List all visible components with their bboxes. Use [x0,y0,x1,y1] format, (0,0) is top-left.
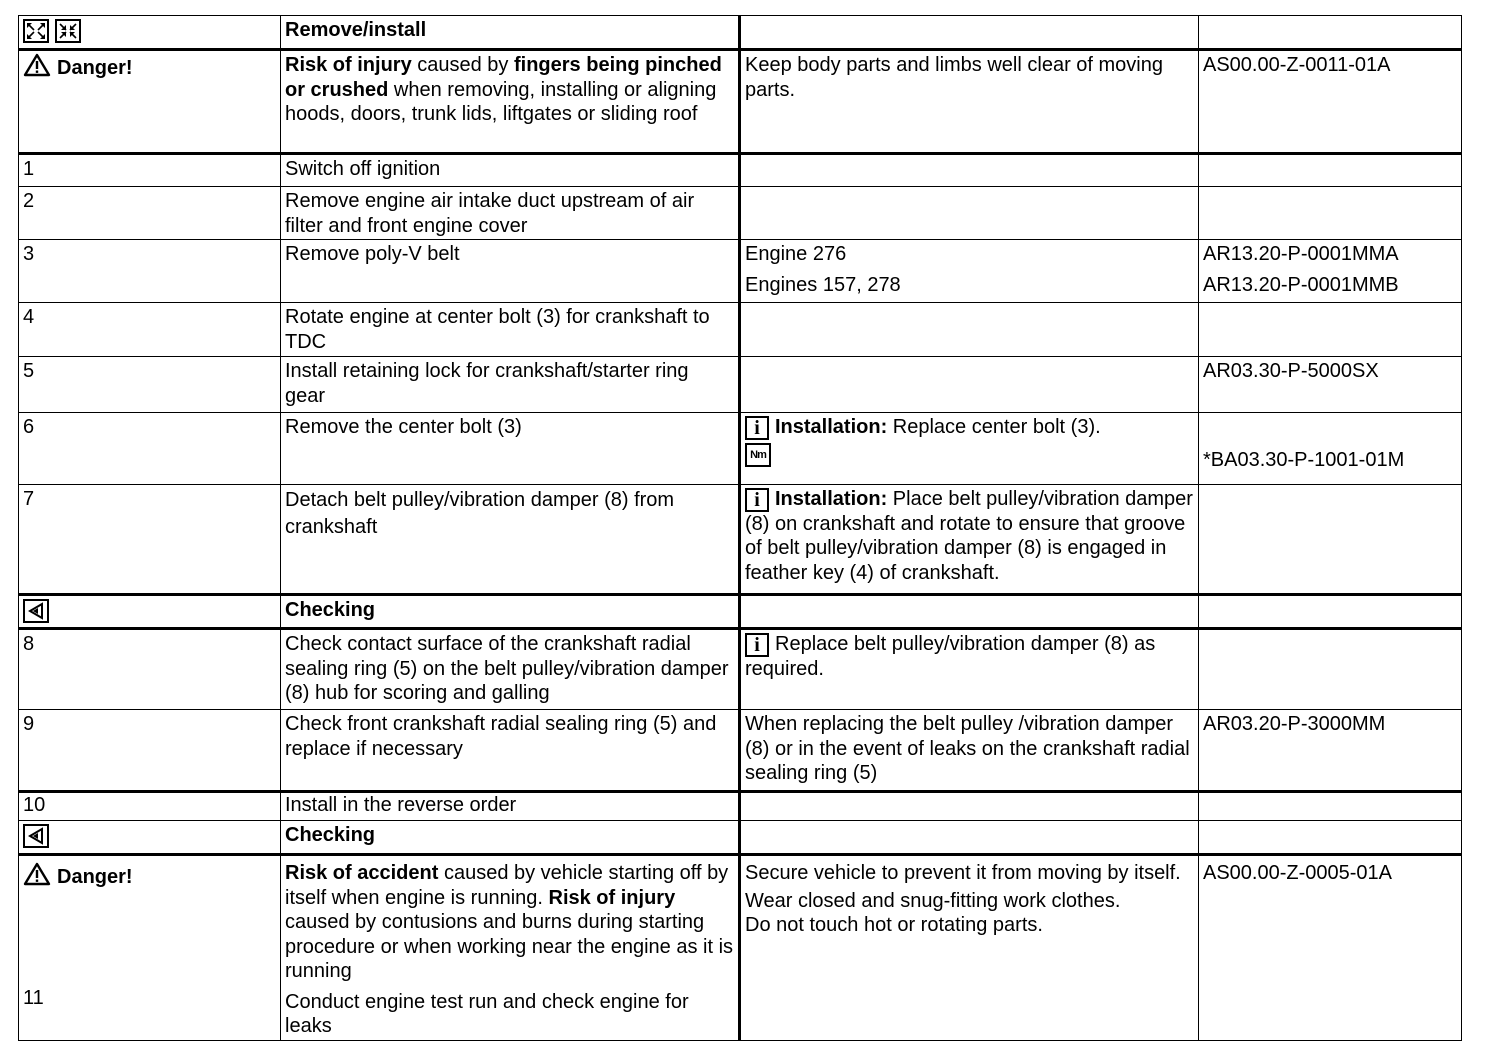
step-text: Check front crankshaft radial sealing ring (5) and replace if necessary [281,710,740,792]
step-text: Rotate engine at center bolt (3) for crankshaft to TDC [281,303,740,357]
document-reference: AR03.30-P-5000SX [1199,357,1462,413]
danger-description: Risk of accident caused by vehicle starting off by itself when engine is running. Risk of injury caused by contusions and burns during starting procedure or when working near the engine as it is running [285,862,734,982]
danger-description: Risk of injury caused by fingers being pinched or crushed when removing, installing or aligning hoods, doors, trunk lids, liftgates or sliding roof [281,50,740,154]
warning-triangle-icon [23,862,51,886]
step-number: 11 [23,986,44,1009]
step-row [19,154,1462,187]
step-text: Install retaining lock for crankshaft/starter ring gear [281,357,740,413]
checking-icon [23,599,49,623]
step-row [19,187,1462,240]
danger-label: Danger! [57,866,133,888]
step-note: Place belt pulley/vibration damper (8) on crankshaft and rotate to ensure that groove of belt pulley/vibration damper (8) is engaged in feather key (4) of crankshaft. [745,488,1193,584]
danger-instruction: Secure vehicle to prevent it from moving by itself. [745,862,1181,884]
document-reference: AR13.20-P-0001MMB [1203,273,1399,296]
step-note: Engine 276 [745,243,847,265]
danger-label: Danger! [57,57,133,79]
danger-instruction: Do not touch hot or rotating parts. [745,914,1043,936]
remove-icon [23,19,49,43]
checking-icon [23,824,49,848]
danger-row-pinching [19,50,1462,154]
document-reference: AS00.00-Z-0011-01A [1199,50,1462,154]
step-row [19,710,1462,792]
step-note: Replace belt pulley/vibration damper (8) as required. [745,633,1156,680]
section-header-checking [19,595,1462,629]
step-row [19,792,1462,821]
info-icon: i [745,416,769,440]
step-text: Conduct engine test run and check engine for leaks [285,990,689,1037]
torque-nm-icon: Nm [745,443,771,467]
section-header-remove-install [19,16,1462,50]
document-reference: AR13.20-P-0001MMA [1203,243,1399,265]
danger-instruction: Wear closed and snug-fitting work clothes. [745,889,1121,912]
step-row [19,303,1462,357]
step-number: 7 [19,485,281,595]
danger-instruction: Keep body parts and limbs well clear of moving parts. [740,50,1199,154]
section-header-checking [19,821,1462,855]
step-text: Install in the reverse order [281,792,740,821]
step-note: Engines 157, 278 [745,273,901,296]
step-note: Replace center bolt (3). [887,416,1101,438]
warning-triangle-icon [23,53,51,77]
danger-row-accident [19,855,1462,1041]
work-procedure-document [18,15,1462,1041]
section-title: Remove/install [281,16,740,50]
step-row: 7 Detach belt pulley/vibration damper (8) from crankshaft i Installation: Place belt pulley/vibration damper (8) on crankshaft and rotate to ensure that groove of belt pulley/vibration damper (8) is engaged in feather key (4) of crankshaft. [19,485,1462,595]
step-row [19,357,1462,413]
info-icon: i [745,488,769,512]
section-title: Checking [281,595,740,629]
step-text: Remove poly-V belt [281,240,740,303]
step-note: When replacing the belt pulley /vibration damper (8) or in the event of leaks on the crankshaft radial sealing ring (5) [740,710,1199,792]
document-reference: *BA03.30-P-1001-01M [1203,449,1405,471]
section-title: Checking [281,821,740,855]
step-text: Remove the center bolt (3) [281,413,740,485]
step-text: Detach belt pulley/vibration damper (8) from crankshaft [281,485,740,595]
step-number: 5 [19,357,281,413]
step-number: 8 [19,629,281,710]
step-number: 6 [19,413,281,485]
step-number: 1 [19,154,281,187]
step-number: 10 [19,792,281,821]
info-icon: i [745,633,769,657]
document-reference: AR03.20-P-3000MM [1199,710,1462,792]
step-number: 2 [19,187,281,240]
install-icon [55,19,81,43]
step-number: 4 [19,303,281,357]
step-number: 3 [19,240,281,303]
step-text: Switch off ignition [281,154,740,187]
step-row [19,629,1462,710]
step-text: Check contact surface of the crankshaft radial sealing ring (5) on the belt pulley/vibration damper (8) hub for scoring and galling [281,629,740,710]
document-reference: AS00.00-Z-0005-01A [1199,855,1462,1041]
step-row: 6 Remove the center bolt (3) i Installation: Replace center bolt (3). Nm *BA03.30-P-1001-01M [19,413,1462,485]
step-row [19,240,1462,303]
step-number: 9 [19,710,281,792]
step-text: Remove engine air intake duct upstream of air filter and front engine cover [281,187,740,240]
procedure-table [18,15,1462,1041]
